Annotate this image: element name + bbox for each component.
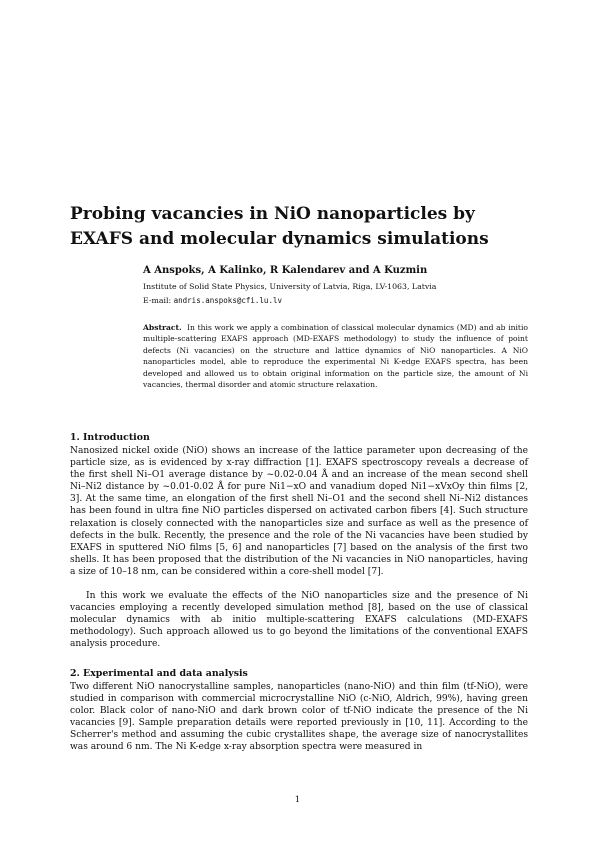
paper-title: Probing vacancies in NiO nanoparticles by EXAFS and molecular dynamics simulations <box>70 204 489 249</box>
author-list: A Anspoks, A Kalinko, R Kalendarev and A Kuzmin <box>143 265 428 276</box>
abstract-label: Abstract. <box>143 323 182 332</box>
section-heading-introduction: 1. Introduction <box>70 432 150 443</box>
email-line <box>143 296 282 305</box>
page-number: 1 <box>294 795 301 805</box>
affiliation: Institute of Solid State Physics, University of Latvia, Riga, LV-1063, Latvia <box>143 282 437 291</box>
experimental-paragraph-1: Two different NiO nanocrystalline samples, nanoparticles (nano-NiO) and thin film (tf-NiO), were studied in comparison with commercial microcrystalline NiO (c-NiO, Aldrich, 99%), having green color. Black color of nano-NiO and dark brown color of tf-NiO indicate the presence of the Ni vacancies [9]. Sample preparation details were reported previously in [10, 11]. According to the Scherrer's method and assuming the cubic crystallites shape, the average size of nanocrystallites was around 6 nm. The Ni K-edge x-ray absorption spectra were measured in <box>70 682 528 753</box>
email-label: E-mail: <box>143 296 172 305</box>
intro-paragraph-1: Nanosized nickel oxide (NiO) shows an increase of the lattice parameter upon decreasing of the particle size, as is evidenced by x-ray diffraction [1]. EXAFS spectroscopy reveals a decrease of the first shell Ni–O1 average distance by ~0.02-0.04 Å and an increase of the mean second shell Ni–Ni2 distance by ~0.01-0.02 Å for pure Ni1−xO and vanadium doped Ni1−xVxOy thin films [2, 3]. At the same time, an elongation of the first shell Ni–O1 and the second shell Ni–Ni2 distances has been found in ultra fine NiO particles dispersed on activated carbon fibers [4]. Such structure relaxation is closely connected with the nanoparticles size and surface as well as the presence of defects in the bulk. Recently, the presence and the role of the Ni vacancies have been studied by EXAFS in sputtered NiO films [5, 6] and nanoparticles [7] based on the analysis of the first two shells. It has been proposed that the distribution of the Ni vacancies in NiO nanoparticles, having a size of 10–18 nm, can be considered within a core-shell model [7]. <box>70 446 528 577</box>
abstract-text: In this work we apply a combination of classical molecular dynamics (MD) and ab initio multiple-scattering EXAFS approach (MD-EXAFS methodology) to study the influence of point defects (Ni vacancies) on the structure and lattice dynamics of NiO nanoparticles. A NiO nanoparticles model, able to reproduce the experimental Ni K-edge EXAFS spectra, has been developed and allowed us to obtain original information on the particle size, the amount of Ni vacancies, thermal disorder and atomic structure relaxation. <box>143 323 528 390</box>
section-heading-experimental: 2. Experimental and data analysis <box>70 668 248 679</box>
email-address[interactable]: andris.anspoks@cfi.lu.lv <box>173 296 282 305</box>
intro-paragraph-2: In this work we evaluate the effects of the NiO nanoparticles size and the presence of Ni vacancies employing a recently developed simulation method [8], based on the use of classical molecular dynamics with ab initio multiple-scattering EXAFS calculations (MD-EXAFS methodology). Such approach allowed us to go beyond the limitations of the conventional EXAFS analysis procedure. <box>70 591 528 650</box>
abstract <box>143 322 528 390</box>
